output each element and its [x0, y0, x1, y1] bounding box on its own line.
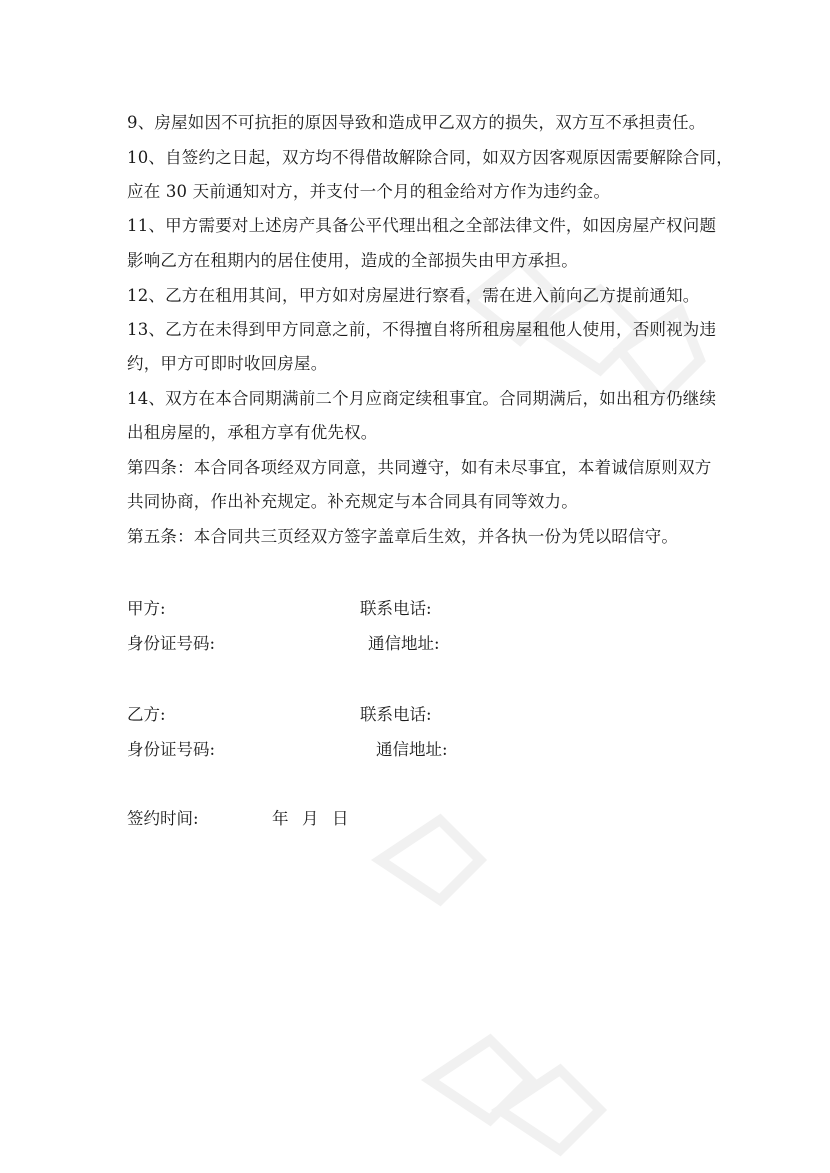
article-5-line-1: 第五条：本合同共三页经双方签字盖章后生效，并各执一份为凭以昭信守。	[127, 527, 679, 546]
clause-12-line-1: 12、乙方在租用其间，甲方如对房屋进行察看，需在进入前向乙方提前通知。	[127, 286, 700, 305]
party-a-address-label: 通信地址:	[368, 634, 440, 653]
party-a-name-label: 甲方:	[127, 599, 166, 618]
article-4-line-1: 第四条：本合同各项经双方同意，共同遵守，如有未尽事宜，本着诚信原则双方	[127, 458, 712, 477]
party-b-name-label: 乙方:	[127, 705, 166, 724]
clause-14-line-2: 出租房屋的，承租方享有优先权。	[127, 423, 378, 442]
party-b-phone-label: 联系电话:	[360, 705, 432, 724]
clause-10-line-2: 应在 30 天前通知对方，并支付一个月的租金给对方作为违约金。	[127, 182, 611, 201]
clause-11-line-2: 影响乙方在租期内的居住使用，造成的全部损失由甲方承担。	[127, 251, 578, 270]
signing-month: 月	[302, 809, 319, 828]
clause-9-line-1: 9、房屋如因不可抗拒的原因导致和造成甲乙双方的损失，双方互不承担责任。	[127, 113, 706, 132]
party-a-id-label: 身份证号码:	[127, 634, 216, 653]
article-4-line-2: 共同协商，作出补充规定。补充规定与本合同具有同等效力。	[127, 492, 578, 511]
clause-10-line-1: 10、自签约之日起，双方均不得借故解除合同，如双方因客观原因需要解除合同，	[127, 148, 733, 167]
party-b-address-label: 通信地址:	[376, 740, 448, 759]
clause-11-line-1: 11、甲方需要对上述房产具备公平代理出租之全部法律文件，如因房屋产权问题	[127, 216, 717, 235]
clause-13-line-2: 约，甲方可即时收回房屋。	[127, 354, 328, 373]
signing-day: 日	[332, 809, 349, 828]
signing-year: 年	[272, 809, 289, 828]
clause-13-line-1: 13、乙方在未得到甲方同意之前，不得擅自将所租房屋租他人使用，否则视为违	[127, 320, 717, 339]
clause-14-line-1: 14、双方在本合同期满前二个月应商定续租事宜。合同期满后，如出租方仍继续	[127, 389, 717, 408]
signing-date-label: 签约时间:	[127, 809, 199, 828]
party-b-id-label: 身份证号码:	[127, 740, 216, 759]
party-a-phone-label: 联系电话:	[360, 599, 432, 618]
